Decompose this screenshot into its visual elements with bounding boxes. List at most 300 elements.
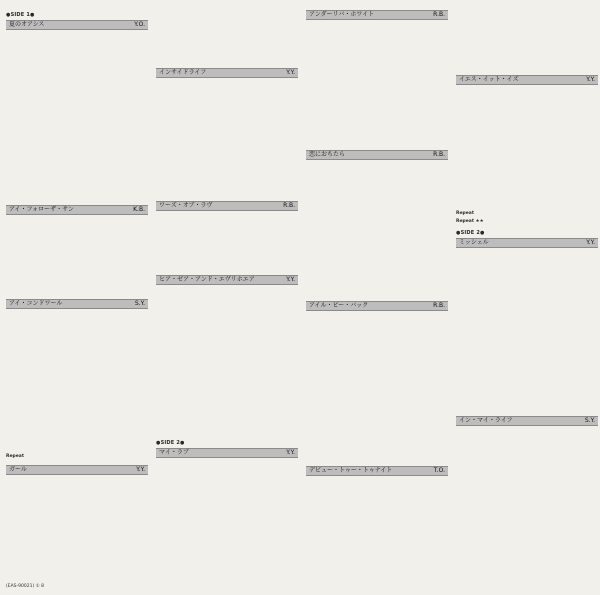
lyric-line bbox=[6, 172, 148, 179]
song-credit: R.B. bbox=[283, 201, 295, 209]
lyric-line bbox=[456, 130, 598, 137]
lyric-line bbox=[6, 400, 148, 407]
lyric-line bbox=[456, 440, 598, 447]
lyric-line bbox=[456, 433, 598, 440]
lyric-line bbox=[456, 338, 598, 345]
lyric-line bbox=[6, 215, 148, 222]
lyric-line bbox=[456, 181, 598, 188]
lyric-line bbox=[456, 43, 598, 50]
lyric-line bbox=[306, 573, 448, 580]
lyric-line bbox=[6, 147, 148, 154]
lyric-line bbox=[306, 489, 448, 496]
lyric-line bbox=[306, 193, 448, 200]
lyric-line bbox=[456, 460, 598, 467]
lyric-line bbox=[156, 292, 298, 299]
lyric-line bbox=[456, 313, 598, 320]
lyrics bbox=[6, 30, 148, 199]
lyric-line bbox=[306, 225, 448, 232]
lyric-line bbox=[156, 224, 298, 231]
lyric-line bbox=[6, 120, 148, 127]
repeat-note: Repeat ★★ bbox=[456, 219, 484, 225]
lyric-line bbox=[306, 363, 448, 370]
song-credit: Y.Y. bbox=[586, 239, 595, 247]
lyric-line bbox=[456, 446, 598, 453]
lyrics bbox=[456, 426, 598, 536]
lyric-line bbox=[306, 250, 448, 257]
song-title: インサイドライフ bbox=[159, 68, 207, 76]
lyric-line bbox=[6, 336, 148, 343]
lyric-line bbox=[156, 263, 298, 270]
song-section bbox=[156, 68, 298, 195]
lyric-line bbox=[6, 43, 148, 50]
lyric-line bbox=[306, 130, 448, 137]
song-section bbox=[456, 416, 598, 536]
song-section bbox=[156, 275, 298, 434]
lyric-line bbox=[156, 517, 298, 524]
lyric-line bbox=[156, 98, 298, 105]
lyric-line bbox=[156, 175, 298, 182]
lyrics bbox=[6, 215, 148, 294]
lyric-line bbox=[456, 111, 598, 118]
lyric-line bbox=[456, 30, 598, 37]
lyric-line bbox=[6, 82, 148, 89]
lyric-line bbox=[306, 186, 448, 193]
lyric-line bbox=[306, 509, 448, 516]
lyric-line bbox=[156, 91, 298, 98]
lyric-line bbox=[456, 105, 598, 112]
lyric-line bbox=[6, 534, 148, 541]
song-credit: Y.Y. bbox=[286, 449, 295, 457]
lyric-line bbox=[306, 356, 448, 363]
song-credit: R.B. bbox=[433, 302, 445, 310]
song-section bbox=[306, 150, 448, 295]
lyric-line bbox=[6, 566, 148, 573]
song-credit: Y.Y. bbox=[286, 276, 295, 284]
lyric-line bbox=[456, 282, 598, 289]
lyric-line bbox=[156, 537, 298, 544]
lyric-line bbox=[6, 242, 148, 249]
lyric-line bbox=[306, 521, 448, 528]
lyric-line bbox=[306, 99, 448, 106]
lyric-line bbox=[6, 361, 148, 368]
lyric-line bbox=[156, 458, 298, 465]
lyric-line bbox=[6, 445, 148, 452]
lyric-line bbox=[156, 156, 298, 163]
lyric-line bbox=[306, 173, 448, 180]
lyric-line bbox=[6, 343, 148, 350]
lyric-line bbox=[306, 277, 448, 284]
lyric-line bbox=[456, 262, 598, 269]
lyric-line bbox=[306, 137, 448, 144]
lyric-line bbox=[456, 485, 598, 492]
lyric-line bbox=[306, 263, 448, 270]
lyrics bbox=[306, 20, 448, 144]
lyric-line bbox=[156, 319, 298, 326]
lyric-line bbox=[156, 575, 298, 582]
lyric-line bbox=[306, 548, 448, 555]
lyric-line bbox=[156, 523, 298, 530]
lyric-line bbox=[306, 554, 448, 561]
lyric-line bbox=[306, 318, 448, 325]
lyric-line bbox=[156, 285, 298, 292]
lyric-line bbox=[6, 140, 148, 147]
lyrics bbox=[156, 211, 298, 270]
song-title: アイ・フォローザ・サン bbox=[9, 205, 74, 213]
song-title: 夏のオアシス bbox=[9, 21, 45, 28]
lyric-line bbox=[456, 136, 598, 143]
song-title: ミッシェル bbox=[459, 239, 489, 247]
column-3 bbox=[306, 10, 448, 585]
lyric-line bbox=[156, 402, 298, 409]
lyric-line bbox=[306, 212, 448, 219]
lyric-line bbox=[156, 17, 298, 24]
lyric-line bbox=[6, 502, 148, 509]
lyric-line bbox=[306, 72, 448, 79]
lyric-line bbox=[6, 309, 148, 316]
lyric-line bbox=[456, 37, 598, 44]
side-label: ●SIDE 1● bbox=[6, 12, 35, 18]
lyric-line bbox=[156, 337, 298, 344]
lyric-line bbox=[6, 102, 148, 109]
lyrics bbox=[156, 458, 298, 585]
lyric-line bbox=[306, 376, 448, 383]
lyric-line bbox=[306, 401, 448, 408]
song-title-bar bbox=[306, 10, 448, 20]
lyric-line bbox=[306, 408, 448, 415]
song-title-bar bbox=[456, 75, 598, 85]
lyric-line bbox=[6, 572, 148, 579]
lyric-line bbox=[456, 505, 598, 512]
lyric-line bbox=[456, 150, 598, 157]
lyrics bbox=[156, 10, 298, 62]
lyric-line bbox=[306, 331, 448, 338]
side-label: ●SIDE 2● bbox=[156, 440, 185, 447]
lyric-line bbox=[156, 244, 298, 251]
lyric-line bbox=[156, 492, 298, 499]
lyric-line bbox=[6, 426, 148, 433]
song-title-bar bbox=[6, 299, 148, 309]
lyric-line bbox=[6, 75, 148, 82]
song-section bbox=[306, 301, 448, 460]
song-section bbox=[306, 466, 448, 580]
song-section bbox=[6, 20, 148, 199]
lyric-line bbox=[6, 63, 148, 70]
lyric-line bbox=[6, 489, 148, 496]
song-credit: S.Y. bbox=[584, 417, 595, 425]
lyric-line bbox=[156, 55, 298, 62]
lyric-line bbox=[6, 235, 148, 242]
lyric-line bbox=[306, 27, 448, 34]
lyric-line bbox=[156, 478, 298, 485]
lyric-line bbox=[306, 415, 448, 422]
lyric-line bbox=[156, 238, 298, 245]
song-section bbox=[6, 299, 148, 459]
lyric-line bbox=[6, 388, 148, 395]
song-title-bar bbox=[6, 20, 148, 30]
lyric-line bbox=[6, 222, 148, 229]
lyric-line bbox=[156, 376, 298, 383]
lyric-line bbox=[6, 368, 148, 375]
lyric-line bbox=[306, 205, 448, 212]
column-2 bbox=[156, 10, 298, 585]
lyric-line bbox=[456, 404, 598, 411]
lyric-line bbox=[6, 554, 148, 561]
lyric-line bbox=[306, 528, 448, 535]
lyric-line bbox=[456, 143, 598, 150]
lyric-line bbox=[6, 95, 148, 102]
lyric-line bbox=[456, 397, 598, 404]
lyrics bbox=[306, 476, 448, 580]
lyric-line bbox=[156, 312, 298, 319]
lyric-line bbox=[6, 154, 148, 161]
lyric-line bbox=[456, 293, 598, 300]
lyrics bbox=[456, 248, 598, 410]
lyric-line bbox=[306, 283, 448, 290]
lyrics bbox=[456, 85, 598, 209]
lyric-line bbox=[6, 323, 148, 330]
lyric-line bbox=[6, 267, 148, 274]
lyric-line bbox=[6, 228, 148, 235]
lyric-line bbox=[306, 390, 448, 397]
lyric-line bbox=[6, 527, 148, 534]
repeat-note: Repeat bbox=[6, 454, 24, 460]
lyric-line bbox=[6, 260, 148, 267]
song-section bbox=[156, 10, 298, 62]
lyric-line bbox=[456, 478, 598, 485]
lyric-line bbox=[156, 181, 298, 188]
lyric-line bbox=[456, 255, 598, 262]
lyric-line bbox=[156, 305, 298, 312]
catalog-code: (EAS-90021) ① 8 bbox=[6, 584, 44, 589]
lyrics bbox=[6, 309, 148, 451]
song-title: ワーズ・オブ・ラヴ bbox=[159, 201, 213, 209]
lyric-line bbox=[156, 582, 298, 585]
lyric-line bbox=[6, 509, 148, 516]
lyric-line bbox=[456, 498, 598, 505]
lyric-line bbox=[156, 465, 298, 472]
lyric-line bbox=[6, 375, 148, 382]
lyric-line bbox=[456, 453, 598, 460]
lyric-line bbox=[306, 218, 448, 225]
lyric-line bbox=[6, 433, 148, 440]
lyric-line bbox=[156, 427, 298, 434]
lyric-line bbox=[456, 530, 598, 537]
lyric-line bbox=[456, 118, 598, 125]
lyric-line bbox=[156, 30, 298, 37]
lyric-line bbox=[456, 248, 598, 255]
lyric-line bbox=[306, 180, 448, 187]
lyric-line bbox=[156, 10, 298, 17]
lyric-line bbox=[456, 517, 598, 524]
song-title: 恋におちたら bbox=[309, 150, 346, 158]
lyric-line bbox=[306, 92, 448, 99]
song-title: イエス・イット・イズ bbox=[459, 75, 519, 83]
song-title-bar bbox=[456, 416, 598, 426]
song-title: アイル・ビー・バック bbox=[309, 302, 369, 310]
song-title-bar bbox=[156, 68, 298, 78]
column-4 bbox=[456, 10, 598, 585]
lyric-line bbox=[156, 256, 298, 263]
lyric-line bbox=[306, 65, 448, 72]
lyric-line bbox=[306, 33, 448, 40]
lyric-line bbox=[456, 372, 598, 379]
lyric-line bbox=[6, 287, 148, 294]
lyric-line bbox=[456, 98, 598, 105]
lyric-line bbox=[156, 85, 298, 92]
lyrics bbox=[156, 78, 298, 195]
lyrics bbox=[6, 475, 148, 585]
lyric-line bbox=[306, 53, 448, 60]
lyric-line bbox=[456, 23, 598, 30]
lyric-line bbox=[6, 420, 148, 427]
lyric-line bbox=[6, 355, 148, 362]
lyric-line bbox=[456, 163, 598, 170]
lyric-line bbox=[306, 257, 448, 264]
lyric-line bbox=[456, 195, 598, 202]
lyric-line bbox=[6, 127, 148, 134]
lyric-line bbox=[156, 548, 298, 555]
song-title: ヒア・ゼア・アンド・エヴリホエア bbox=[159, 276, 255, 284]
lyric-line bbox=[306, 47, 448, 54]
lyric-line bbox=[156, 485, 298, 492]
lyric-line bbox=[306, 383, 448, 390]
repeat-note: Repeat bbox=[456, 211, 474, 217]
song-credit: T.O. bbox=[433, 466, 445, 474]
lyric-line bbox=[456, 55, 598, 62]
lyric-line bbox=[456, 300, 598, 307]
song-credit: Y.Y. bbox=[136, 466, 145, 474]
lyric-line bbox=[6, 547, 148, 554]
lyric-line bbox=[6, 541, 148, 548]
song-title: ガール bbox=[9, 466, 27, 474]
song-section bbox=[456, 75, 598, 225]
lyric-line bbox=[306, 338, 448, 345]
lyric-line bbox=[6, 89, 148, 96]
lyric-line bbox=[156, 105, 298, 112]
lyric-line bbox=[156, 351, 298, 358]
lyric-line bbox=[156, 357, 298, 364]
lyric-line bbox=[456, 188, 598, 195]
lyric-line bbox=[456, 85, 598, 92]
lyric-line bbox=[306, 85, 448, 92]
lyric-line bbox=[6, 521, 148, 528]
lyric-line bbox=[456, 91, 598, 98]
lyric-line bbox=[306, 541, 448, 548]
lyric-line bbox=[306, 435, 448, 442]
lyric-line bbox=[456, 175, 598, 182]
lyric-line bbox=[456, 359, 598, 366]
lyric-line bbox=[6, 482, 148, 489]
lyric-line bbox=[156, 471, 298, 478]
lyric-line bbox=[6, 109, 148, 116]
lyric-line bbox=[156, 330, 298, 337]
lyrics bbox=[306, 160, 448, 295]
song-title-bar bbox=[306, 150, 448, 160]
lyric-line bbox=[6, 57, 148, 64]
lyric-line bbox=[306, 20, 448, 27]
lyric-line bbox=[6, 496, 148, 503]
lyric-line bbox=[156, 211, 298, 218]
lyric-line bbox=[456, 275, 598, 282]
lyric-line bbox=[6, 165, 148, 172]
lyric-line bbox=[156, 143, 298, 150]
lyrics bbox=[306, 311, 448, 460]
lyric-line bbox=[456, 352, 598, 359]
lyric-line bbox=[156, 37, 298, 44]
lyric-line bbox=[6, 273, 148, 280]
lyric-line bbox=[156, 111, 298, 118]
lyric-line bbox=[6, 248, 148, 255]
lyric-line bbox=[456, 345, 598, 352]
lyric-line bbox=[306, 40, 448, 47]
lyric-line bbox=[156, 389, 298, 396]
lyric-line bbox=[306, 311, 448, 318]
lyric-line bbox=[156, 231, 298, 238]
song-section bbox=[456, 238, 598, 410]
stanza-gap bbox=[306, 290, 448, 295]
lyric-line bbox=[6, 316, 148, 323]
lyric-line bbox=[456, 471, 598, 478]
lyric-line bbox=[6, 37, 148, 44]
lyric-line bbox=[6, 381, 148, 388]
song-credit: S.Y. bbox=[134, 300, 145, 308]
lyric-line bbox=[156, 150, 298, 157]
lyric-line bbox=[156, 168, 298, 175]
lyric-line bbox=[156, 382, 298, 389]
lyric-line bbox=[306, 496, 448, 503]
lyric-line bbox=[456, 10, 598, 17]
lyric-line bbox=[6, 192, 148, 199]
lyric-line bbox=[156, 218, 298, 225]
lyric-line bbox=[306, 483, 448, 490]
song-section bbox=[306, 10, 448, 144]
lyric-line bbox=[306, 324, 448, 331]
song-credit: Y.Y. bbox=[286, 68, 295, 76]
lyric-line bbox=[456, 202, 598, 209]
lyric-line bbox=[156, 136, 298, 143]
lyric-line bbox=[306, 345, 448, 352]
lyric-line bbox=[306, 428, 448, 435]
lyric-line bbox=[6, 179, 148, 186]
lyric-line bbox=[156, 555, 298, 562]
lyric-line bbox=[306, 160, 448, 167]
lyric-line bbox=[456, 492, 598, 499]
lyric-line bbox=[156, 530, 298, 537]
lyric-line bbox=[306, 166, 448, 173]
song-section bbox=[6, 465, 148, 585]
song-credit: R.B. bbox=[433, 150, 445, 158]
lyric-line bbox=[456, 156, 598, 163]
lyric-line bbox=[156, 23, 298, 30]
song-title-bar bbox=[156, 448, 298, 458]
lyric-line bbox=[6, 185, 148, 192]
lyric-line bbox=[456, 307, 598, 314]
song-title: デビュー・トゥー・トゥナイト bbox=[309, 466, 393, 474]
song-title-bar bbox=[306, 301, 448, 311]
lyric-line bbox=[456, 384, 598, 391]
song-title: イン・マイ・ライフ bbox=[459, 417, 513, 425]
lyric-line bbox=[6, 134, 148, 141]
lyric-line bbox=[456, 426, 598, 433]
side-label: ●SIDE 2● bbox=[456, 230, 485, 237]
lyric-line bbox=[306, 534, 448, 541]
lyric-line bbox=[306, 79, 448, 86]
lyric-line bbox=[306, 453, 448, 460]
song-section bbox=[156, 201, 298, 270]
lyric-line bbox=[306, 117, 448, 124]
lyric-line bbox=[306, 421, 448, 428]
lyric-line bbox=[156, 396, 298, 403]
